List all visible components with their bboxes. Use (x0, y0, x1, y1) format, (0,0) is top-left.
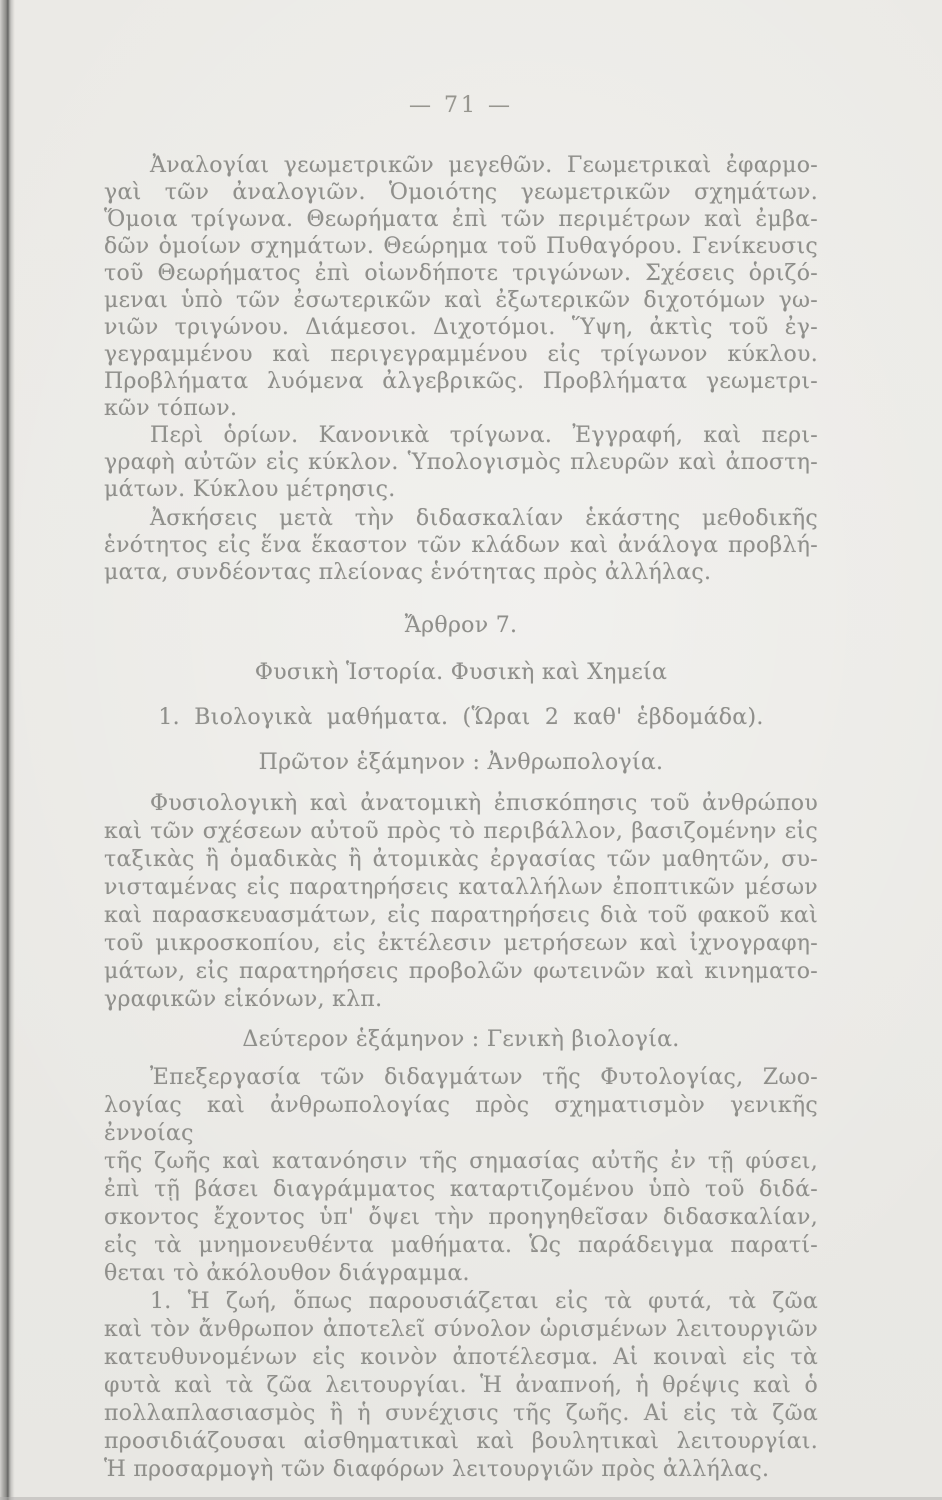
text-line: προσιδιάζουσαι αἰσθηματικαὶ καὶ βουλητικαὶ λειτουργίαι. (104, 1429, 818, 1454)
paragraph-geometry-limits (104, 422, 818, 503)
text-line: εἰς τὰ μνημονευθέντα μαθήματα. Ὡς παράδειγμα παρατί- (104, 1233, 818, 1258)
text-line: καὶ τὸν ἄνθρωπον ἀποτελεῖ σύνολον ὡρισμένων λειτουργιῶν (104, 1317, 818, 1342)
text-line: 1. Ἡ ζωή, ὅπως παρουσιάζεται εἰς τὰ φυτά, τὰ ζῶα (150, 1289, 818, 1314)
text-line: ταξικὰς ἢ ὁμαδικὰς ἢ ἀτομικὰς ἐργασίας τῶν μαθητῶν, συ- (104, 847, 818, 872)
page-binding-edge (0, 0, 15, 1500)
paragraph-general-biology (104, 1064, 818, 1288)
text-line: Ἡ προσαρμογὴ τῶν διαφόρων λειτουργιῶν πρὸς ἀλλήλας. (104, 1457, 770, 1482)
text-line: τοῦ Θεωρήματος ἐπὶ οἱωνδήποτε τριγώνων. Σχέσεις ὁριζό- (104, 261, 818, 286)
semester2-heading: Δεύτερον ἑξάμηνον : Γενικὴ βιολογία. (242, 1027, 680, 1052)
text-line: γραφικῶν εἰκόνων, κλπ. (104, 987, 383, 1012)
text-line: ἑνότητος εἰς ἕνα ἕκαστον τῶν κλάδων καὶ ἀνάλογα προβλή- (104, 533, 818, 558)
text-line: μάτων, εἰς παρατηρήσεις προβολῶν φωτεινῶν καὶ κινηματο- (104, 959, 818, 984)
text-line: θεται τὸ ἀκόλουθον διάγραμμα. (104, 1261, 470, 1286)
text-line: Ἀναλογίαι γεωμετρικῶν μεγεθῶν. Γεωμετρικαὶ ἐφαρμο- (150, 153, 818, 178)
text-line: κῶν τόπων. (104, 396, 238, 421)
text-line: καὶ τῶν σχέσεων αὐτοῦ πρὸς τὸ περιβάλλον, βασιζομένην εἰς (104, 819, 818, 844)
paragraph-geometry-exercises (104, 505, 818, 586)
text-line: Ἀσκήσεις μετὰ τὴν διδασκαλίαν ἑκάστης μεθοδικῆς (150, 506, 818, 531)
text-line: τοῦ μικροσκοπίου, εἰς ἐκτέλεσιν μετρήσεων καὶ ἰχνογραφη- (104, 931, 818, 956)
article-heading: Ἄρθρον 7. (404, 613, 518, 638)
semester1-heading: Πρῶτον ἑξάμηνον : Ἀνθρωπολογία. (258, 750, 664, 775)
text-line: φυτὰ καὶ τὰ ζῶα λειτουργίαι. Ἡ ἀναπνοή, ἡ θρέψις καὶ ὁ (104, 1373, 818, 1398)
text-line: λογίας καὶ ἀνθρωπολογίας πρὸς σχηματισμὸν γενικῆς ἐννοίας (104, 1093, 818, 1146)
text-line: Φυσιολογικὴ καὶ ἀνατομικὴ ἐπισκόπησις τοῦ ἀνθρώπου (150, 791, 818, 816)
text-line: πολλαπλασιασμὸς ἢ ἡ συνέχισις τῆς ζωῆς. Αἱ εἰς τὰ ζῶα (104, 1401, 818, 1426)
text-line: κατευθυνομένων εἰς κοινὸν ἀποτέλεσμα. Αἱ κοιναὶ εἰς τὰ (104, 1345, 818, 1370)
text-line: νιῶν τριγώνου. Διάμεσοι. Διχοτόμοι. Ὕψη, ἀκτὶς τοῦ ἐγ- (104, 315, 818, 340)
text-line: Περὶ ὁρίων. Κανονικὰ τρίγωνα. Ἐγγραφή, καὶ περι- (150, 423, 818, 448)
text-line: ματα, συνδέοντας πλείονας ἑνότητας πρὸς ἀλλήλας. (104, 560, 712, 585)
text-line: γαὶ τῶν ἀναλογιῶν. Ὁμοιότης γεωμετρικῶν σχημάτων. (104, 180, 818, 205)
text-line: Ἐπεξεργασία τῶν διδαγμάτων τῆς Φυτολογίας, Ζωο- (150, 1065, 818, 1090)
text-line: μεναι ὑπὸ τῶν ἐσωτερικῶν καὶ ἐξωτερικῶν διχοτόμων γω- (104, 288, 818, 313)
text-line: δῶν ὁμοίων σχημάτων. Θεώρημα τοῦ Πυθαγόρου. Γενίκευσις (104, 234, 818, 259)
text-line: Προβλήματα λυόμενα ἀλγεβρικῶς. Προβλήματα γεωμετρι- (104, 369, 818, 394)
text-line: νισταμένας εἰς παρατηρήσεις καταλλήλων ἐποπτικῶν μέσων (104, 875, 818, 900)
text-line: ἐπὶ τῇ βάσει διαγράμματος καταρτιζομένου ὑπὸ τοῦ διδά- (104, 1177, 818, 1202)
paragraph-anthropology (104, 790, 818, 1014)
text-line: γραφὴ αὐτῶν εἰς κύκλον. Ὑπολογισμὸς πλευρῶν καὶ ἀποστη- (104, 450, 818, 475)
text-line: γεγραμμένου καὶ περιγεγραμμένου εἰς τρίγωνον κύκλου. (104, 342, 818, 367)
course-title-line: 1. Βιολογικὰ μαθήματα. (Ὥραι 2 καθ' ἑβδομάδα). (158, 705, 764, 730)
paragraph-life-functions (104, 1288, 818, 1484)
text-line: καὶ παρασκευασμάτων, εἰς παρατηρήσεις διὰ τοῦ φακοῦ καὶ (104, 903, 818, 928)
page-number: — 71 — (409, 93, 513, 118)
chapter-heading: Φυσικὴ Ἱστορία. Φυσικὴ καὶ Χημεία (254, 660, 668, 685)
text-line: σκοντος ἔχοντος ὑπ' ὄψει τὴν προηγηθεῖσαν διδασκαλίαν, (104, 1205, 818, 1230)
paragraph-geometry-proportions (104, 152, 818, 422)
text-column (104, 0, 818, 1484)
text-line: μάτων. Κύκλου μέτρησις. (104, 477, 396, 502)
text-line: τῆς ζωῆς καὶ κατανόησιν τῆς σημασίας αὐτῆς ἐν τῇ φύσει, (104, 1149, 818, 1174)
text-line: Ὅμοια τρίγωνα. Θεωρήματα ἐπὶ τῶν περιμέτρων καὶ ἐμβα- (104, 207, 818, 232)
